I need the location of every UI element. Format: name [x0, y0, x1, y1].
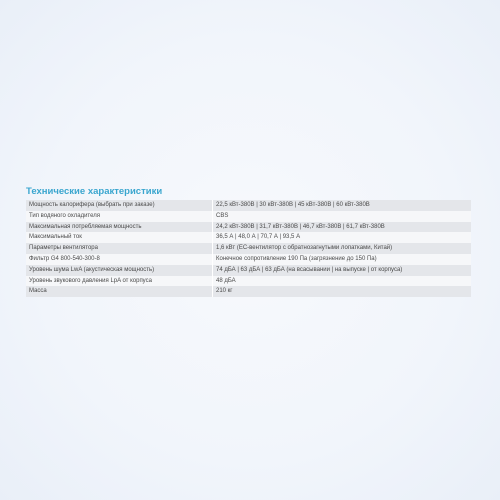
table-row [26, 211, 471, 222]
spec-value: 1,6 кВт (ЕС-вентилятор с обратнозагнутыми лопатками, Китай) [213, 243, 472, 254]
table-row [26, 254, 471, 265]
specifications-section [26, 186, 471, 297]
spec-value: Конечное сопротивление 190 Па (загрязнение до 150 Па) [213, 254, 472, 265]
spec-parameter: Мощность калорифера (выбрать при заказе) [26, 200, 213, 211]
spec-value: CBS [213, 211, 472, 222]
specs-title: Технические характеристики [26, 186, 163, 197]
spec-parameter: Уровень звукового давления LpA от корпуса [26, 276, 213, 287]
table-row [26, 232, 471, 243]
spec-parameter: Тип водяного охладителя [26, 211, 213, 222]
spec-parameter: Уровень шума LwA (акустическая мощность) [26, 265, 213, 276]
table-row [26, 265, 471, 276]
table-row [26, 276, 471, 287]
spec-value: 48 дБА [213, 276, 472, 287]
spec-value: 22,5 кВт-380В | 30 кВт-380В | 45 кВт-380В | 60 кВт-380В [213, 200, 472, 211]
spec-value: 210 кг [213, 286, 472, 297]
spec-parameter: Параметры вентилятора [26, 243, 213, 254]
spec-table [26, 200, 471, 297]
spec-parameter: Максимальный ток [26, 232, 213, 243]
spec-value: 24,2 кВт-380В | 31,7 кВт-380В | 46,7 кВт-380В | 61,7 кВт-380В [213, 222, 472, 233]
table-row [26, 286, 471, 297]
table-row [26, 243, 471, 254]
table-row [26, 222, 471, 233]
spec-parameter: Фильтр G4 800-540-300-8 [26, 254, 213, 265]
spec-value: 36,5 А | 48,0 А | 70,7 А | 93,5 А [213, 232, 472, 243]
table-row [26, 200, 471, 211]
spec-table-body [26, 200, 471, 297]
spec-parameter: Масса [26, 286, 213, 297]
spec-parameter: Максимальная потребляемая мощность [26, 222, 213, 233]
spec-value: 74 дБА | 63 дБА | 63 дБА (на всасывании | на выпуске | от корпуса) [213, 265, 472, 276]
